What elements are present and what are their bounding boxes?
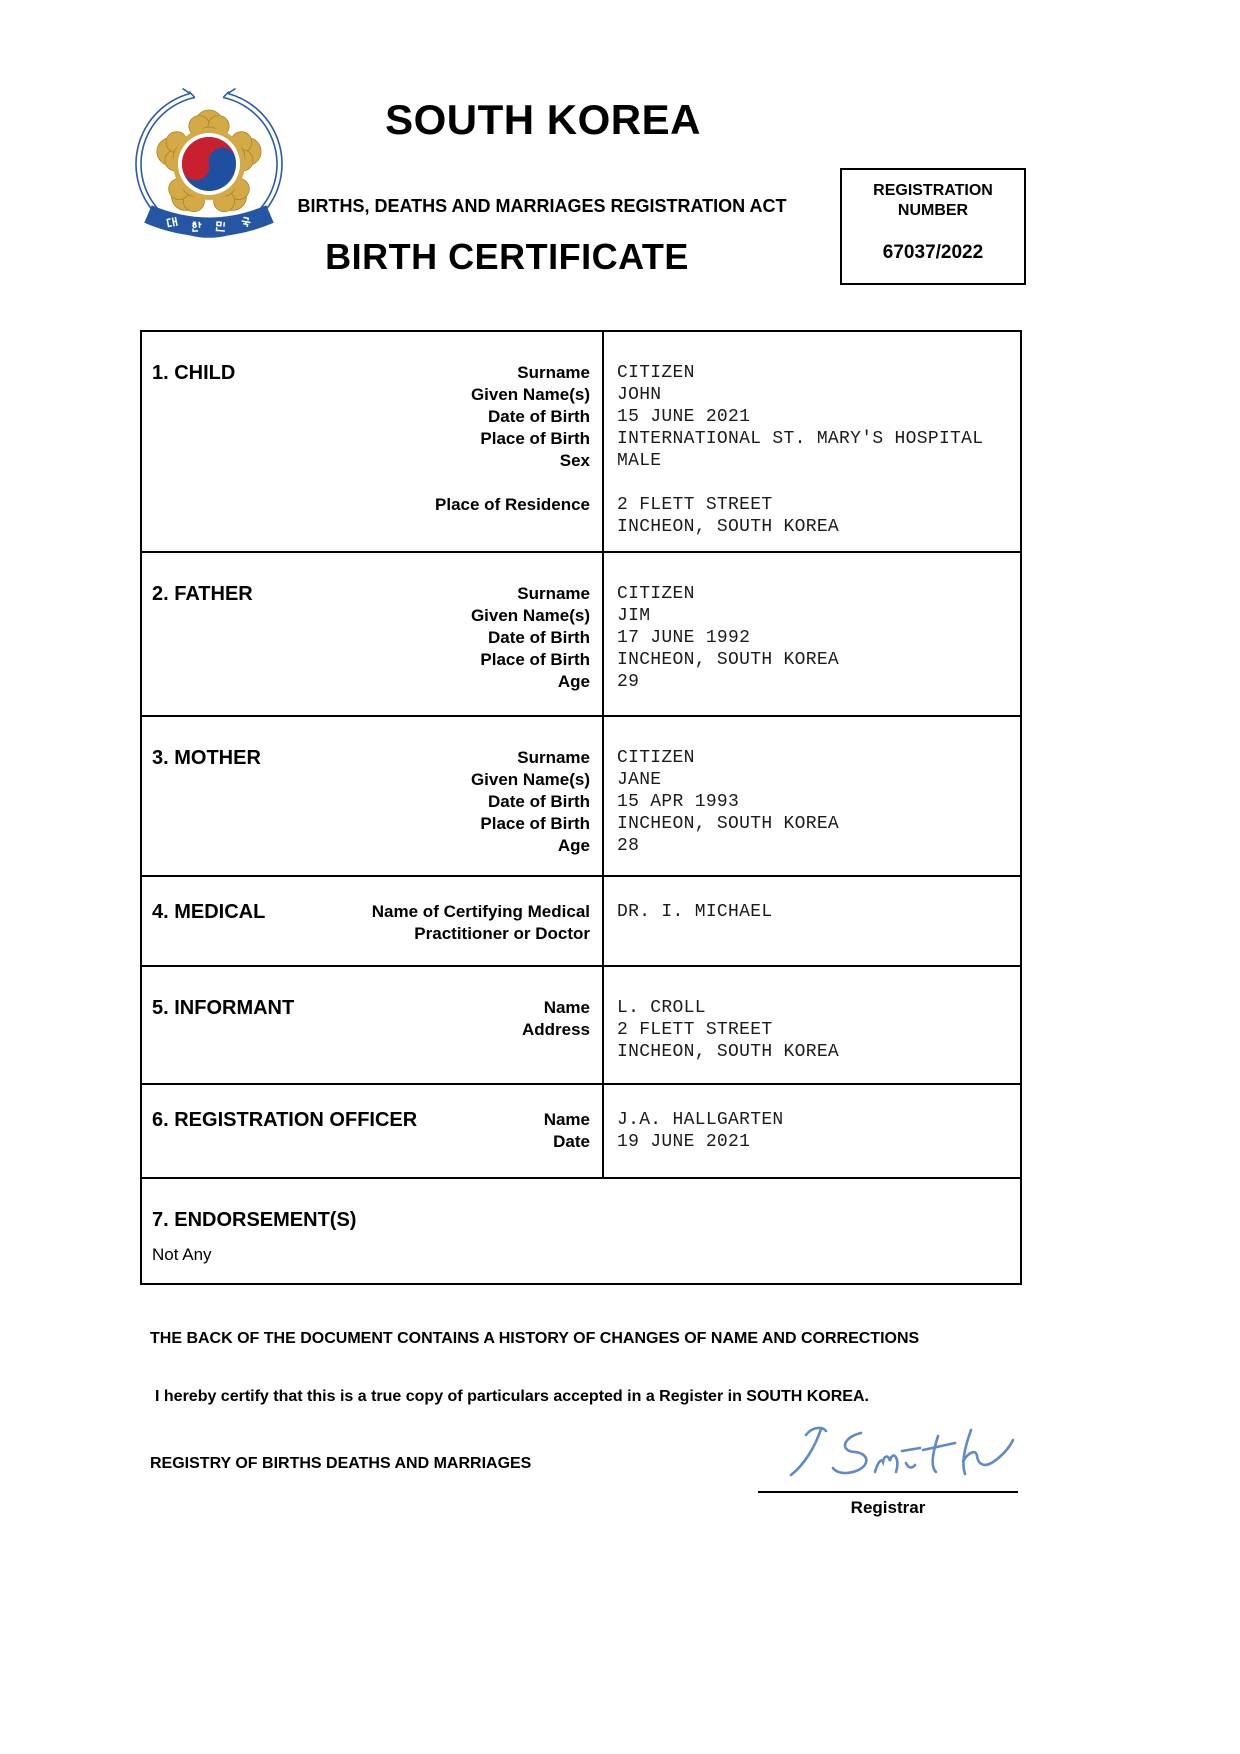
field-value: CITIZEN	[617, 584, 695, 604]
field-value: 19 JUNE 2021	[617, 1132, 751, 1152]
field-label: Given Name(s)	[470, 385, 590, 404]
field-label: Place of Birth	[480, 429, 590, 448]
section-mother	[142, 717, 1020, 877]
field-value: J.A. HALLGARTEN	[617, 1110, 784, 1130]
field-value: INCHEON, SOUTH KOREA	[617, 650, 840, 670]
section-values	[602, 1085, 1020, 1177]
field-label: Name	[543, 1110, 590, 1129]
signature-script-icon	[775, 1420, 1030, 1488]
field-label: Place of Residence	[435, 495, 590, 514]
field-value: INCHEON, SOUTH KOREA	[617, 1042, 840, 1062]
registrar-title: Registrar	[850, 1498, 926, 1517]
certificate-table	[140, 330, 1022, 1285]
field-label: Age	[557, 836, 590, 855]
field-value	[617, 472, 1012, 494]
field-value: 15 APR 1993	[617, 792, 740, 812]
field-value: INCHEON, SOUTH KOREA	[617, 814, 840, 834]
field-value: 17 JUNE 1992	[617, 628, 751, 648]
section-title: 6. REGISTRATION OFFICER	[152, 1109, 418, 1131]
registration-label-line2: NUMBER	[897, 202, 969, 219]
section-registration-officer	[142, 1085, 1020, 1179]
field-label: Given Name(s)	[470, 770, 590, 789]
certification-statement: I hereby certify that this is a true copy of particulars accepted in a Register in SOUTH KOREA.	[155, 1388, 869, 1405]
field-value: INCHEON, SOUTH KOREA	[617, 517, 840, 537]
registration-number-value: 67037/2022	[882, 242, 984, 263]
registration-act-subtitle: BIRTHS, DEATHS AND MARRIAGES REGISTRATION ACT	[297, 196, 787, 216]
section-father	[142, 553, 1020, 717]
field-label: Date of Birth	[488, 792, 590, 811]
field-label: Date of Birth	[488, 407, 590, 426]
section-child	[142, 332, 1020, 553]
field-value: DR. I. MICHAEL	[617, 902, 773, 922]
section-values	[602, 717, 1020, 875]
field-value: INTERNATIONAL ST. MARY'S HOSPITAL	[617, 429, 984, 449]
field-label	[435, 472, 590, 494]
section-labels	[372, 901, 590, 965]
field-label: Date of Birth	[488, 628, 590, 647]
field-label: Surname	[517, 584, 590, 603]
field-label	[435, 516, 590, 538]
registration-number-box	[840, 168, 1026, 285]
back-of-document-note: THE BACK OF THE DOCUMENT CONTAINS A HISTORY OF CHANGES OF NAME AND CORRECTIONS	[150, 1330, 920, 1347]
signature-line	[758, 1491, 1018, 1493]
field-value: JANE	[617, 770, 662, 790]
endorsement-note: Not Any	[152, 1245, 212, 1264]
section-labels	[522, 997, 590, 1083]
section-endorsements	[142, 1179, 1020, 1283]
field-label: Name of Certifying Medical	[371, 902, 590, 921]
field-label: Surname	[517, 748, 590, 767]
section-informant	[142, 967, 1020, 1085]
registrar-signature	[775, 1420, 1030, 1488]
document-title: BIRTH CERTIFICATE	[325, 236, 689, 277]
section-title: 2. FATHER	[152, 583, 253, 605]
section-title: 4. MEDICAL	[152, 901, 266, 923]
field-label: Place of Birth	[480, 814, 590, 833]
field-value: 2 FLETT STREET	[617, 495, 773, 515]
field-label: Address	[521, 1020, 590, 1039]
section-title: 5. INFORMANT	[152, 997, 295, 1019]
field-label	[522, 1041, 590, 1063]
field-value: CITIZEN	[617, 748, 695, 768]
section-values	[602, 553, 1020, 715]
field-value: 15 JUNE 2021	[617, 407, 751, 427]
field-value: 29	[617, 672, 640, 692]
field-value: JIM	[617, 606, 651, 626]
country-title: SOUTH KOREA	[385, 96, 701, 143]
field-value: L. CROLL	[617, 998, 706, 1018]
section-labels	[471, 583, 590, 715]
field-value: 2 FLETT STREET	[617, 1020, 773, 1040]
field-value: 28	[617, 836, 640, 856]
section-labels	[435, 362, 590, 551]
section-labels	[544, 1109, 590, 1177]
field-label: Date	[553, 1132, 590, 1151]
section-medical	[142, 877, 1020, 967]
section-labels	[471, 747, 590, 875]
field-value	[617, 923, 1012, 945]
field-label: Name	[543, 998, 590, 1017]
field-label: Given Name(s)	[470, 606, 590, 625]
field-label: Sex	[559, 451, 590, 470]
registry-office-name: REGISTRY OF BIRTHS DEATHS AND MARRIAGES	[150, 1455, 532, 1472]
section-values	[602, 332, 1020, 551]
section-title: 1. CHILD	[152, 362, 236, 384]
field-label: Surname	[517, 363, 590, 382]
south-korea-national-emblem-icon	[118, 86, 300, 250]
field-value: CITIZEN	[617, 363, 695, 383]
field-value: MALE	[617, 451, 662, 471]
registration-label-line1: REGISTRATION	[873, 182, 993, 199]
emblem-banner-ribbon	[148, 214, 270, 227]
field-label: Practitioner or Doctor	[414, 924, 590, 943]
field-label: Place of Birth	[480, 650, 590, 669]
field-value: JOHN	[617, 385, 662, 405]
section-title: 7. ENDORSEMENT(S)	[152, 1209, 357, 1231]
section-values	[602, 877, 1020, 965]
section-values	[602, 967, 1020, 1083]
field-label: Age	[557, 672, 590, 691]
section-title: 3. MOTHER	[152, 747, 261, 769]
